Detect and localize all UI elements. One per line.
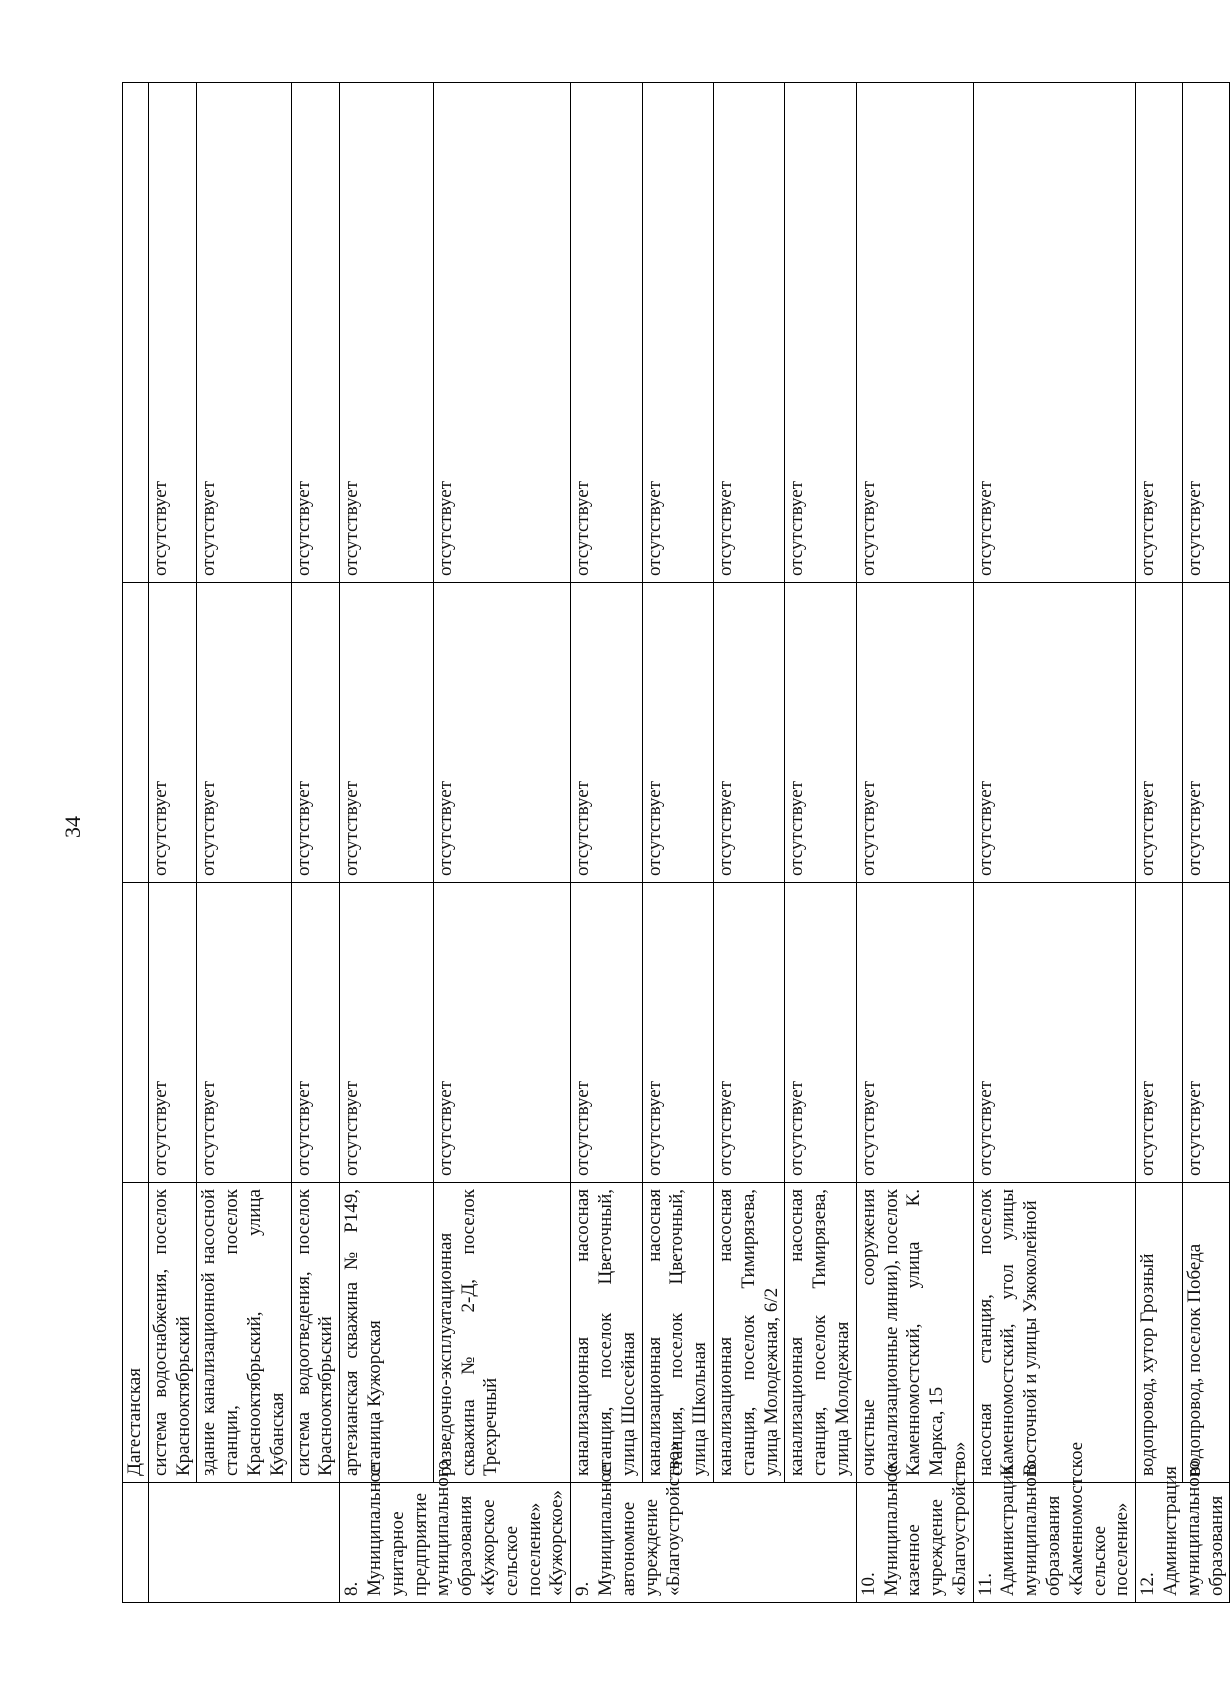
status-cell: отсутствует: [291, 583, 340, 883]
table-row: [713, 83, 784, 1603]
table-row: [433, 83, 570, 1603]
status-cell: отсутствует: [642, 583, 713, 883]
status-cell: отсутствует: [197, 583, 291, 883]
object-cell: канализационная насосная станция, поселок Тимирязева, улица Молодежная: [785, 1183, 856, 1483]
table-row: [571, 83, 642, 1603]
status-cell: отсутствует: [1183, 583, 1230, 883]
status-cell: отсутствует: [340, 83, 434, 583]
registry-table: [122, 82, 1230, 1603]
table-row: [856, 83, 973, 1603]
table-row: [642, 83, 713, 1603]
registry-table-body: [123, 83, 1230, 1603]
status-cell: отсутствует: [785, 83, 856, 583]
object-cell: канализационная насосная станция, поселок Цветочный, улица Школьная: [642, 1183, 713, 1483]
table-row: [123, 83, 149, 1603]
table-row: [148, 83, 197, 1603]
status-cell: отсутствует: [1183, 883, 1230, 1183]
object-cell: водопровод, поселок Победа: [1183, 1183, 1230, 1483]
status-cell: отсутствует: [571, 583, 642, 883]
status-cell: отсутствует: [642, 83, 713, 583]
status-cell: отсутствует: [291, 883, 340, 1183]
object-cell: водопровод, хутор Грозный: [1136, 1183, 1183, 1483]
table-row: [785, 83, 856, 1603]
status-cell: отсутствует: [1136, 583, 1183, 883]
status-cell: отсутствует: [197, 883, 291, 1183]
status-cell: отсутствует: [340, 883, 434, 1183]
status-cell: отсутствует: [433, 583, 570, 883]
table-row: [340, 83, 434, 1603]
status-cell: отсутствует: [642, 883, 713, 1183]
org-cell: 9. Муниципальное автономное учреждение «Благоустройство»: [571, 1483, 857, 1603]
org-cell: [148, 1483, 339, 1603]
object-cell: здание канализационной насосной станции, поселок Краснооктябрьский, улица Кубанская: [197, 1183, 291, 1483]
object-cell: насосная станция, поселок Каменномостский, угол улицы Восточной и улицы Узкоколейной: [973, 1183, 1136, 1483]
status-cell: отсутствует: [291, 83, 340, 583]
object-cell: очистные сооружения (канализационные линии), поселок Каменномостский, улица К. Маркса, 15: [856, 1183, 973, 1483]
object-cell: Дагестанская: [123, 1183, 149, 1483]
object-cell: артезианская скважина № Р149, станица Кужорская: [340, 1183, 434, 1483]
page-number: 34: [60, 816, 85, 838]
status-cell: отсутствует: [148, 83, 197, 583]
status-cell: [123, 83, 149, 583]
status-cell: отсутствует: [571, 83, 642, 583]
status-cell: отсутствует: [1136, 883, 1183, 1183]
status-cell: отсутствует: [856, 883, 973, 1183]
status-cell: отсутствует: [1183, 83, 1230, 583]
org-cell: 12. Администрация муниципального образования: [1136, 1483, 1230, 1603]
status-cell: отсутствует: [973, 83, 1136, 583]
org-cell: 11. Администрация муниципального образования «Каменномостское сельское поселение»: [973, 1483, 1136, 1603]
status-cell: отсутствует: [571, 883, 642, 1183]
table-row: [197, 83, 291, 1603]
status-cell: отсутствует: [973, 583, 1136, 883]
status-cell: [123, 583, 149, 883]
status-cell: отсутствует: [713, 883, 784, 1183]
object-cell: разведочно-эксплуатационная скважина № 2-Д, поселок Трехречный: [433, 1183, 570, 1483]
object-cell: канализационная насосная станция, поселок Тимирязева, улица Молодежная, 6/2: [713, 1183, 784, 1483]
object-cell: система водоотведения, поселок Краснооктябрьский: [291, 1183, 340, 1483]
status-cell: отсутствует: [713, 583, 784, 883]
status-cell: отсутствует: [148, 583, 197, 883]
status-cell: отсутствует: [785, 883, 856, 1183]
status-cell: отсутствует: [433, 883, 570, 1183]
status-cell: отсутствует: [785, 583, 856, 883]
org-cell: 8. Муниципальное унитарное предприятие муниципального образования «Кужорское сельское поселение» «Кужорское»: [340, 1483, 571, 1603]
status-cell: [123, 883, 149, 1183]
status-cell: отсутствует: [856, 83, 973, 583]
table-row: [1183, 83, 1230, 1603]
org-cell: [123, 1483, 149, 1603]
status-cell: отсутствует: [197, 83, 291, 583]
status-cell: отсутствует: [340, 583, 434, 883]
status-cell: отсутствует: [973, 883, 1136, 1183]
status-cell: отсутствует: [856, 583, 973, 883]
status-cell: отсутствует: [433, 83, 570, 583]
object-cell: канализационная насосная станция, поселок Цветочный, улица Шоссейная: [571, 1183, 642, 1483]
status-cell: отсутствует: [1136, 83, 1183, 583]
status-cell: отсутствует: [148, 883, 197, 1183]
table-row: [973, 83, 1136, 1603]
status-cell: отсутствует: [713, 83, 784, 583]
table-row: [1136, 83, 1183, 1603]
org-cell: 10. Муниципальное казенное учреждение «Благоустройство»: [856, 1483, 973, 1603]
rotated-table-container: [122, 83, 1230, 1603]
object-cell: система водоснабжения, поселок Краснооктябрьский: [148, 1183, 197, 1483]
table-row: [291, 83, 340, 1603]
